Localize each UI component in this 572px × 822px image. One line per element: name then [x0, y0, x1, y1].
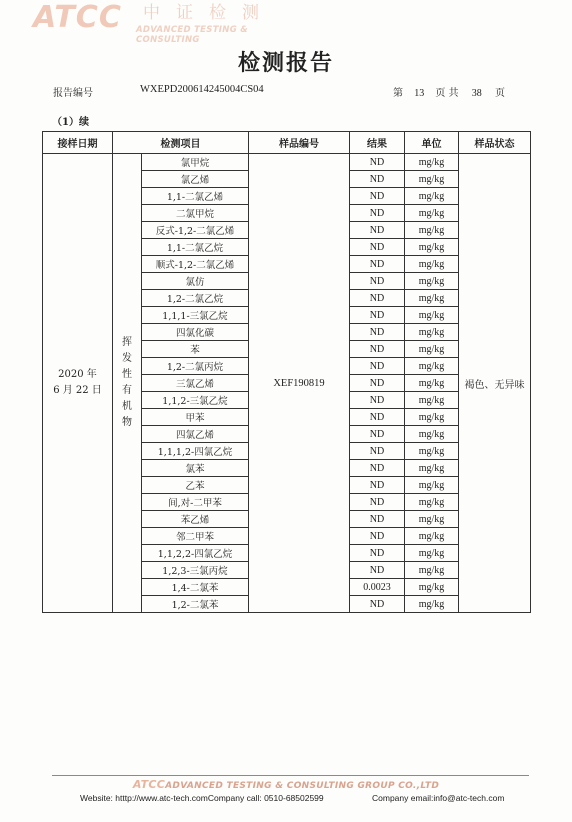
test-result: ND: [350, 324, 405, 341]
result-unit: mg/kg: [405, 239, 459, 256]
result-unit: mg/kg: [405, 477, 459, 494]
footer-company: [0, 778, 572, 791]
test-item: 反式-1,2-二氯乙烯: [142, 222, 249, 239]
receive-date: 2020 年 6 月 22 日: [43, 154, 113, 613]
test-item: 1,2,3-三氯丙烷: [142, 562, 249, 579]
test-item: 1,2-二氯丙烷: [142, 358, 249, 375]
sample-status: 褐色、无异味: [459, 154, 531, 613]
result-unit: mg/kg: [405, 324, 459, 341]
test-item: 四氯乙烯: [142, 426, 249, 443]
result-unit: mg/kg: [405, 358, 459, 375]
test-result: ND: [350, 341, 405, 358]
header-status: 样品状态: [459, 132, 531, 154]
test-result: ND: [350, 511, 405, 528]
section-label: （1）续: [52, 117, 89, 128]
sample-number: XEF190819: [249, 154, 350, 613]
test-item: 苯乙烯: [142, 511, 249, 528]
test-item: 1,1,1-三氯乙烷: [142, 307, 249, 324]
company-logo: [33, 0, 293, 45]
header-date: 接样日期: [43, 132, 113, 154]
test-result: ND: [350, 477, 405, 494]
test-result: ND: [350, 426, 405, 443]
result-unit: mg/kg: [405, 205, 459, 222]
report-number: WXEPD200614245004CS04: [140, 84, 264, 95]
table-row: [43, 154, 531, 171]
test-item: 1,1,1,2-四氯乙烷: [142, 443, 249, 460]
test-result: ND: [350, 562, 405, 579]
test-result: ND: [350, 256, 405, 273]
result-unit: mg/kg: [405, 222, 459, 239]
test-item: 1,4-二氯苯: [142, 579, 249, 596]
result-unit: mg/kg: [405, 392, 459, 409]
page-prefix: 第: [393, 88, 403, 99]
test-item: 乙苯: [142, 477, 249, 494]
test-item: 1,1,2,2-四氯乙烷: [142, 545, 249, 562]
test-item: 三氯乙烯: [142, 375, 249, 392]
test-item: 甲苯: [142, 409, 249, 426]
footer-company-brand: ATCC: [132, 778, 166, 791]
header-sample: 样品编号: [249, 132, 350, 154]
result-unit: mg/kg: [405, 375, 459, 392]
test-item: 氯仿: [142, 273, 249, 290]
test-result: ND: [350, 154, 405, 171]
header-result: 结果: [350, 132, 405, 154]
table-header-row: [43, 132, 531, 154]
test-result: ND: [350, 409, 405, 426]
page-total: 38: [471, 88, 482, 99]
logo-brand: ATCC: [33, 0, 122, 35]
logo-english-name: ADVANCED TESTING & CONSULTING: [136, 25, 248, 45]
test-result: ND: [350, 307, 405, 324]
test-result: ND: [350, 358, 405, 375]
result-unit: mg/kg: [405, 562, 459, 579]
test-result: ND: [350, 239, 405, 256]
test-result: ND: [350, 596, 405, 613]
result-unit: mg/kg: [405, 273, 459, 290]
result-unit: mg/kg: [405, 307, 459, 324]
test-result: ND: [350, 392, 405, 409]
result-unit: mg/kg: [405, 188, 459, 205]
test-result: ND: [350, 528, 405, 545]
test-result: ND: [350, 375, 405, 392]
test-item: 四氯化碳: [142, 324, 249, 341]
test-item: 1,1-二氯乙烯: [142, 188, 249, 205]
test-item: 氯乙烯: [142, 171, 249, 188]
result-unit: mg/kg: [405, 341, 459, 358]
test-item: 氯甲烷: [142, 154, 249, 171]
footer-website: Website: htttp://www.atc-tech.comCompany call: 0510-68502599: [80, 793, 324, 803]
test-result: ND: [350, 205, 405, 222]
test-result: ND: [350, 290, 405, 307]
test-result: ND: [350, 273, 405, 290]
test-item: 1,2-二氯苯: [142, 596, 249, 613]
header-item: 检测项目: [113, 132, 249, 154]
test-result: ND: [350, 222, 405, 239]
test-result: ND: [350, 460, 405, 477]
page-mid: 页 共: [435, 88, 459, 99]
test-result: ND: [350, 171, 405, 188]
header-unit: 单位: [405, 132, 459, 154]
page-indicator: [393, 84, 505, 99]
footer-company-name: ADVANCED TESTING & CONSULTING GROUP CO.,LTD: [165, 781, 440, 791]
page-current: 13: [414, 88, 425, 99]
test-result: ND: [350, 443, 405, 460]
test-result: ND: [350, 494, 405, 511]
result-unit: mg/kg: [405, 256, 459, 273]
result-unit: mg/kg: [405, 443, 459, 460]
test-result: ND: [350, 545, 405, 562]
test-item: 1,2-二氯乙烷: [142, 290, 249, 307]
report-number-label: 报告编号: [53, 88, 93, 99]
test-result: 0.0023: [350, 579, 405, 596]
test-item: 苯: [142, 341, 249, 358]
item-category: 挥 发 性 有 机 物: [113, 154, 142, 613]
test-item: 邻二甲苯: [142, 528, 249, 545]
result-unit: mg/kg: [405, 171, 459, 188]
test-result: ND: [350, 188, 405, 205]
result-unit: mg/kg: [405, 579, 459, 596]
test-item: 氯苯: [142, 460, 249, 477]
page-suffix: 页: [494, 88, 505, 99]
test-item: 二氯甲烷: [142, 205, 249, 222]
result-unit: mg/kg: [405, 154, 459, 171]
test-item: 1,1-二氯乙烷: [142, 239, 249, 256]
logo-chinese-name: 中证检测: [143, 3, 275, 23]
result-unit: mg/kg: [405, 426, 459, 443]
result-unit: mg/kg: [405, 596, 459, 613]
result-unit: mg/kg: [405, 528, 459, 545]
result-unit: mg/kg: [405, 545, 459, 562]
result-unit: mg/kg: [405, 409, 459, 426]
result-unit: mg/kg: [405, 460, 459, 477]
footer-divider: [52, 775, 529, 776]
result-unit: mg/kg: [405, 494, 459, 511]
result-unit: mg/kg: [405, 511, 459, 528]
document-title: 检测报告: [237, 51, 334, 76]
test-item: 间,对-二甲苯: [142, 494, 249, 511]
result-unit: mg/kg: [405, 290, 459, 307]
test-results-table: [42, 131, 531, 613]
test-item: 顺式-1,2-二氯乙烯: [142, 256, 249, 273]
test-item: 1,1,2-三氯乙烷: [142, 392, 249, 409]
footer-email: Company email:info@atc-tech.com: [372, 793, 505, 803]
